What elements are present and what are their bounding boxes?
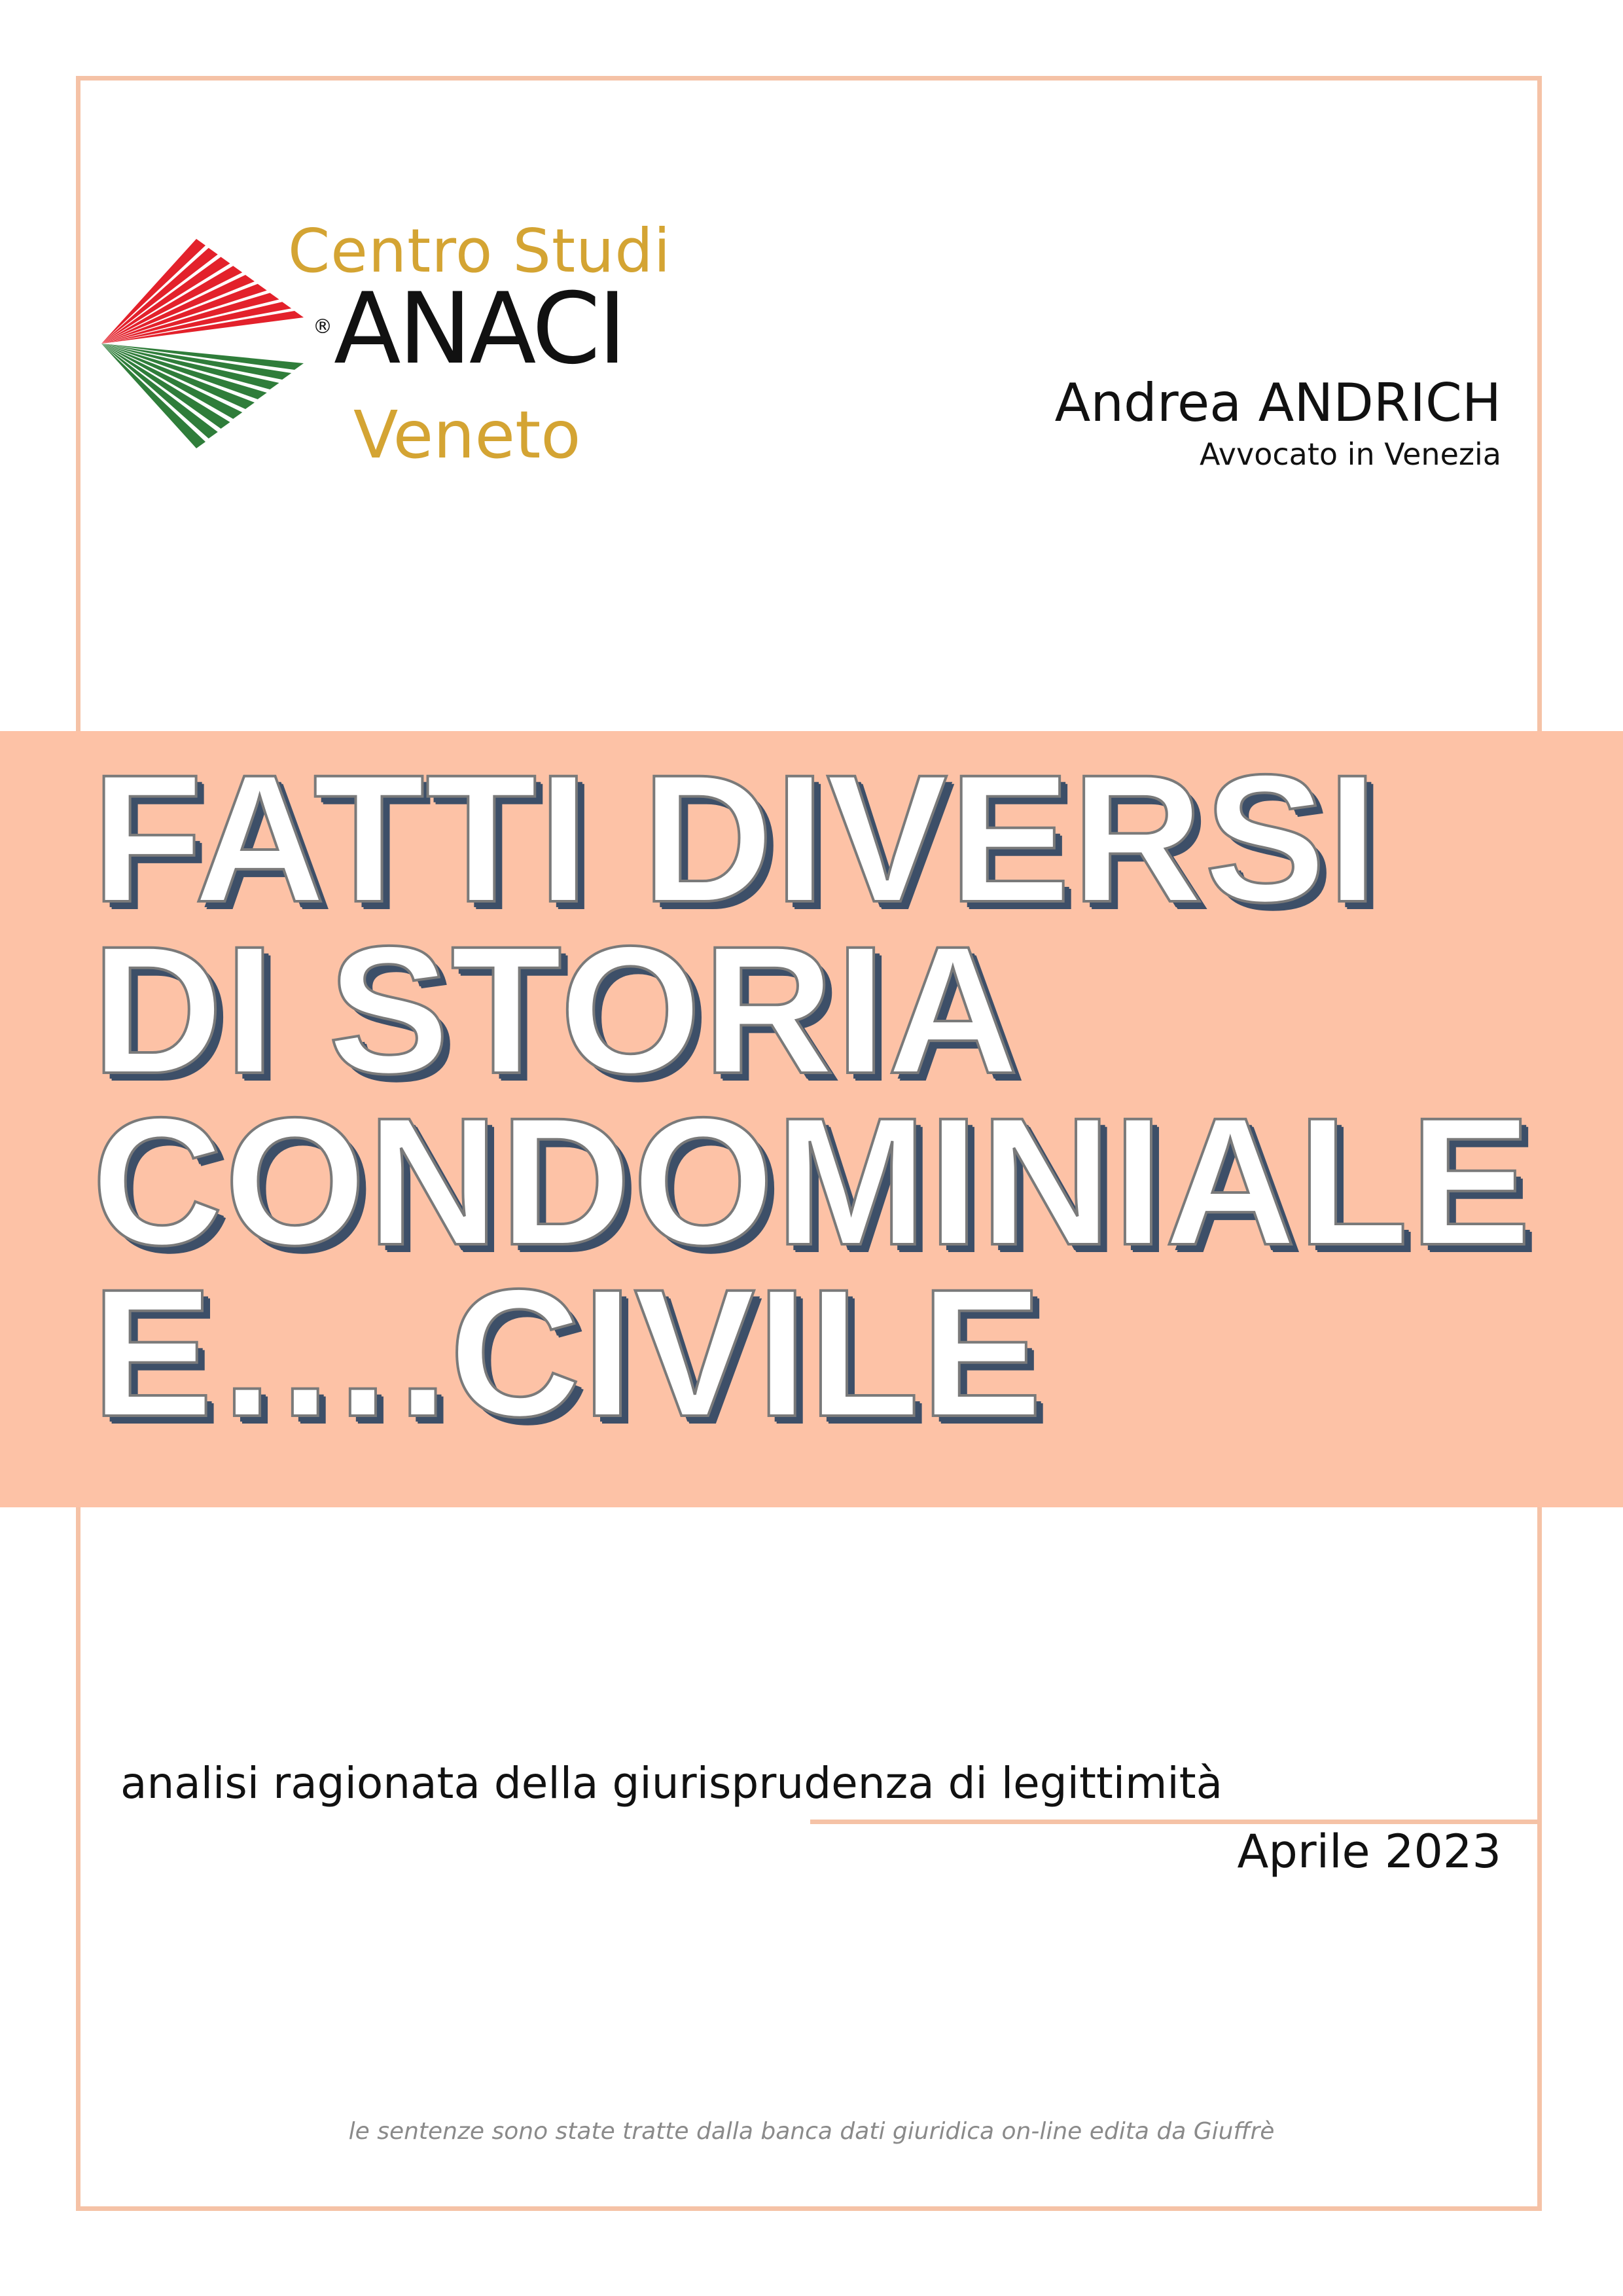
title-line-2: DI STORIA (92, 908, 1020, 1111)
title-line-3: CONDOMINIALE (92, 1079, 1533, 1283)
author-name: Andrea ANDRICH (1054, 372, 1501, 433)
subtitle-divider (810, 1820, 1542, 1824)
publication-date: Aprile 2023 (1237, 1825, 1501, 1878)
logo-anaci: ANACI (334, 272, 624, 386)
author-role: Avvocato in Venezia (1200, 437, 1501, 472)
title-line-4: E….CIVILE (92, 1251, 1044, 1454)
logo-veneto: Veneto (353, 397, 581, 473)
logo-centro-studi: Centro Studi (288, 216, 671, 286)
subtitle: analisi ragionata della giurisprudenza di legittimità (120, 1758, 1223, 1808)
document-title (92, 736, 1597, 1454)
author-block (1055, 370, 1501, 473)
logo-registered-mark: ® (313, 315, 332, 338)
footnote: le sentenze sono state tratte dalla banca dati giuridica on-line edita da Giuffrè (348, 2118, 1275, 2145)
anaci-logo (98, 216, 674, 478)
title-line-1: FATTI DIVERSI (92, 736, 1379, 940)
